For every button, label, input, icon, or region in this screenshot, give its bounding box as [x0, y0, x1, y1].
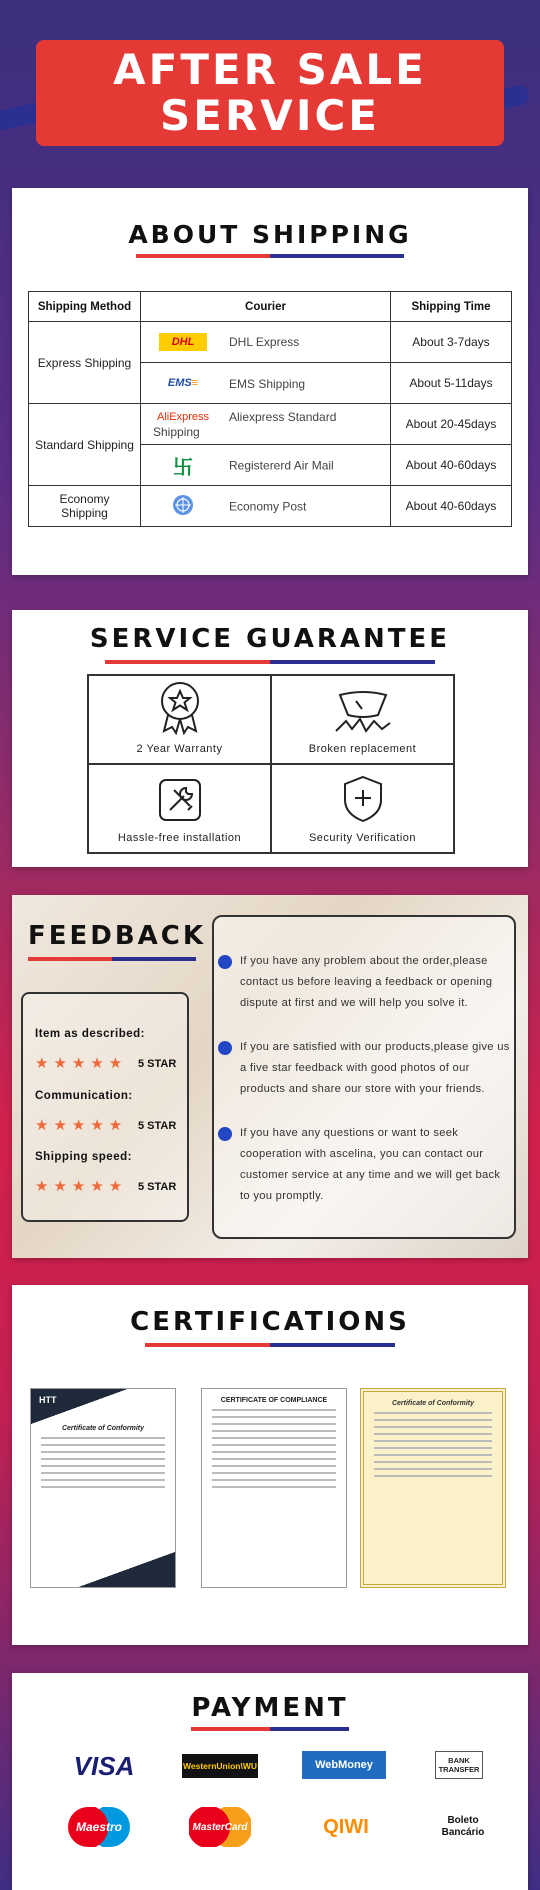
rating-value: 5 STAR	[138, 1120, 177, 1132]
header-method: Shipping Method	[29, 292, 141, 322]
bank-transfer-logo: BANK TRANSFER	[435, 1751, 483, 1779]
post-logo-icon: 卐	[173, 456, 193, 479]
guarantee-title: SERVICE GUARANTEE	[89, 624, 451, 654]
method-cell: Express Shipping	[29, 322, 141, 404]
courier-name: Registererd Air Mail	[229, 458, 334, 472]
rating-label: Item as described:	[35, 1028, 145, 1040]
ems-logo-icon: EMS≡	[167, 377, 199, 390]
bullet-dot-icon	[218, 1041, 232, 1055]
time-cell: About 3-7days	[391, 322, 512, 363]
guarantee-item	[271, 675, 454, 764]
star-rating: ★★★★★	[35, 1117, 128, 1134]
feedback-note: If you have any questions or want to seek cooperation with ascelina, you can contact our customer service at any time and we will get back to you promptly.	[240, 1123, 510, 1207]
courier-name: Economy Post	[229, 499, 307, 513]
certificate-heading: Certificate of Conformity	[61, 1425, 145, 1432]
bullet-dot-icon	[218, 1127, 232, 1141]
table-header-row	[29, 292, 512, 322]
time-cell: About 40-60days	[391, 445, 512, 486]
guarantee-label: 2 Year Warranty	[136, 743, 223, 755]
htt-logo: HTT	[39, 1395, 57, 1405]
certifications-panel	[12, 1285, 528, 1645]
certificate-heading: CERTIFICATE OF COMPLIANCE	[220, 1397, 328, 1404]
feedback-note: If you are satisfied with our products,please give us a five star feedback with good photos of our products and share our store with your friends.	[240, 1037, 510, 1100]
certificate-image	[360, 1388, 506, 1588]
banner-line-2: SERVICE	[160, 91, 380, 140]
certificate-image	[30, 1388, 176, 1588]
rating-value: 5 STAR	[138, 1058, 177, 1070]
banner-line-1: AFTER SALE	[113, 45, 427, 94]
courier-name: DHL Express	[229, 335, 300, 349]
payment-panel	[12, 1673, 528, 1890]
bullet-dot-icon	[218, 955, 232, 969]
guarantee-item	[88, 764, 271, 853]
certificate-heading: Certificate of Conformity	[391, 1400, 475, 1407]
qiwi-logo: QIWI	[323, 1815, 369, 1838]
broken-glass-icon	[332, 687, 394, 735]
payment-title: PAYMENT	[191, 1693, 349, 1723]
header-time: Shipping Time	[391, 292, 512, 322]
shipping-panel	[12, 188, 528, 575]
boleto-logo: Boleto Bancário	[441, 1815, 485, 1838]
rating-label: Shipping speed:	[35, 1151, 132, 1163]
visa-logo: VISA	[73, 1750, 135, 1781]
shipping-title: ABOUT SHIPPING	[128, 220, 412, 249]
after-sale-banner	[36, 40, 504, 146]
feedback-note: If you have any problem about the order,please contact us before leaving a feedback or opening dispute at first and we will help you solve it.	[240, 951, 510, 1014]
guarantee-item	[88, 675, 271, 764]
shipping-table	[28, 291, 512, 527]
certifications-title: CERTIFICATIONS	[130, 1307, 410, 1337]
webmoney-logo: WebMoney	[302, 1751, 386, 1779]
courier-name: Aliexpress Standard Shipping	[153, 410, 337, 439]
table-row	[29, 486, 512, 527]
time-cell: About 20-45days	[391, 404, 512, 445]
dhl-logo-icon: DHL	[159, 333, 207, 351]
guarantee-panel	[12, 610, 528, 867]
method-cell: Standard Shipping	[29, 404, 141, 486]
un-logo-icon	[159, 494, 207, 519]
guarantee-item	[271, 764, 454, 853]
rating-box	[21, 992, 189, 1222]
feedback-notes-box	[212, 915, 516, 1239]
title-underline	[191, 1727, 349, 1731]
western-union-logo: WesternUnion\WU	[182, 1754, 258, 1778]
maestro-logo: Maestro	[68, 1807, 130, 1847]
time-cell: About 5-11days	[391, 363, 512, 404]
guarantee-label: Security Verification	[308, 832, 417, 844]
feedback-panel	[12, 895, 528, 1258]
mastercard-logo: MasterCard	[189, 1807, 251, 1847]
guarantee-label: Hassle-free installation	[117, 832, 242, 844]
table-row	[29, 404, 512, 445]
title-underline	[105, 660, 435, 664]
guarantee-label: Broken replacement	[308, 743, 417, 755]
feedback-title: FEEDBACK	[28, 921, 207, 951]
rating-label: Communication:	[35, 1090, 133, 1102]
guarantee-grid	[87, 674, 455, 854]
award-icon	[156, 679, 204, 735]
wrench-icon	[156, 776, 204, 824]
header-courier: Courier	[141, 292, 391, 322]
title-underline	[136, 254, 404, 258]
time-cell: About 40-60days	[391, 486, 512, 527]
certificate-image	[201, 1388, 347, 1588]
method-cell: Economy Shipping	[29, 486, 141, 527]
courier-name: EMS Shipping	[229, 376, 306, 391]
title-underline	[145, 1343, 395, 1347]
star-rating: ★★★★★	[35, 1178, 128, 1195]
shield-plus-icon	[341, 774, 385, 824]
star-rating: ★★★★★	[35, 1055, 128, 1072]
aliexpress-logo-icon: AliExpress	[157, 411, 209, 423]
table-row	[29, 322, 512, 363]
rating-value: 5 STAR	[138, 1181, 177, 1193]
title-underline	[28, 957, 196, 961]
